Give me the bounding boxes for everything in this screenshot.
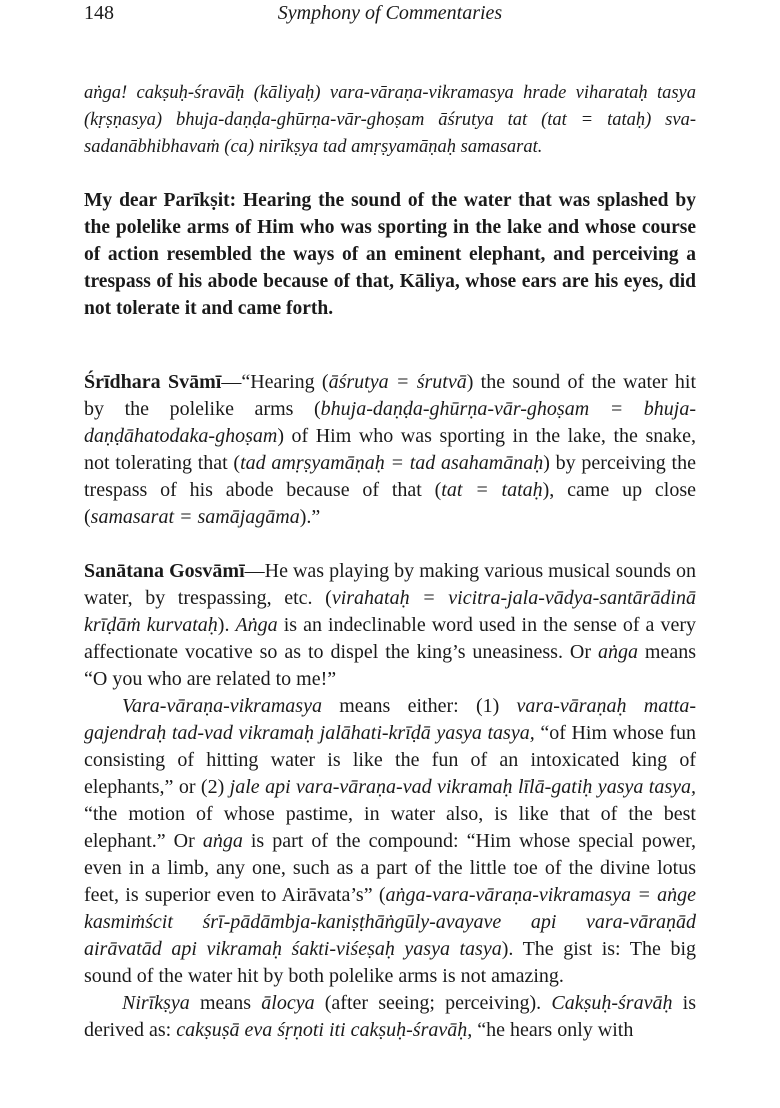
commentator-name: Śrīdhara Svāmī bbox=[84, 371, 222, 393]
sridhara-commentary: Śrīdhara Svāmī—“Hearing (āśrutya = śrutvā) the sound of the water hit by the polelike arms (bhuja-daṇḍa-ghūrṇa-vār-ghoṣam = bhuja-daṇḍāhatodaka-ghoṣam) of Him who was sporting in the lake, the snake, not tolerating that (tad amṛṣyamāṇaḥ = tad asahamānaḥ) by perceiving the trespass of his abode because of that (tat = tataḥ), came up close (samasarat = samājagāma).” bbox=[84, 371, 697, 528]
book-page bbox=[84, 0, 696, 1044]
niriksya-paragraph: Nirīkṣya means ālocya (after seeing; perceiving). Cakṣuḥ-śravāḥ is derived as: cakṣuṣā eva śṛṇoti iti cakṣuḥ-śravāḥ, “he hears only with bbox=[84, 992, 697, 1041]
commentator-name: Sanātana Gosvāmī bbox=[84, 560, 245, 582]
verse-word-for-word: aṅga! cakṣuḥ-śravāḥ (kāliyaḥ) vara-vāraṇa-vikramasya hrade viharataḥ tasya (kṛṣṇasya) bhuja-daṇḍa-ghūrṇa-vār-ghoṣam āśrutya tat (tat = tataḥ) sva-sadanābhibhavaṁ (ca) nirīkṣya tad amṛṣyamāṇaḥ samasarat. bbox=[84, 83, 696, 157]
page-header bbox=[84, 2, 696, 32]
page-number: 148 bbox=[84, 2, 114, 24]
vara-varana-paragraph: Vara-vāraṇa-vikramasya means either: (1) vara-vāraṇaḥ matta-gajendraḥ tad-vad vikramaḥ jalāhati-krīḍā yasya tasya, “of Him whose fun consisting of hitting water is like the fun of an intoxicated king of elephants,” or (2) jale api vara-vāraṇa-vad vikramaḥ līlā-gatiḥ yasya tasya, “the motion of whose pastime, in water also, is like that of the best elephant.” Or aṅga is part of the compound: “Him whose special power, even in a limb, any one, such as a part of the little toe of the divine lotus feet, is superior even to Airāvata’s” (aṅga-vara-vāraṇa-vikramasya = aṅge kasmiṁścit śrī-pādāmbja-kaniṣṭhāṅgūly-avayave api vara-vāraṇād airāvatād api vikramaḥ śakti-viśeṣaḥ yasya tasya). The gist is: The big sound of the water hit by both polelike arms is not amazing. bbox=[84, 695, 697, 987]
verse-translation: My dear Parīkṣit: Hearing the sound of the water that was splashed by the polelike arms of Him who was sporting in the lake and whose course of action resembled the ways of an eminent elephant, and perceiving a trespass of his abode because of that, Kāliya, whose ears are his eyes, did not tolerate it and came forth. bbox=[84, 190, 696, 319]
running-title: Symphony of Commentaries bbox=[277, 2, 503, 24]
sanatana-commentary: Sanātana Gosvāmī—He was playing by making various musical sounds on water, by trespassing, etc. (virahataḥ = vicitra-jala-vādya-santārādinā krīḍāṁ kurvataḥ). Aṅga is an indeclinable word used in the sense of a very affectionate vocative so as to dispel the king’s uneasiness. Or aṅga means “O you who are related to me!” bbox=[84, 560, 696, 690]
